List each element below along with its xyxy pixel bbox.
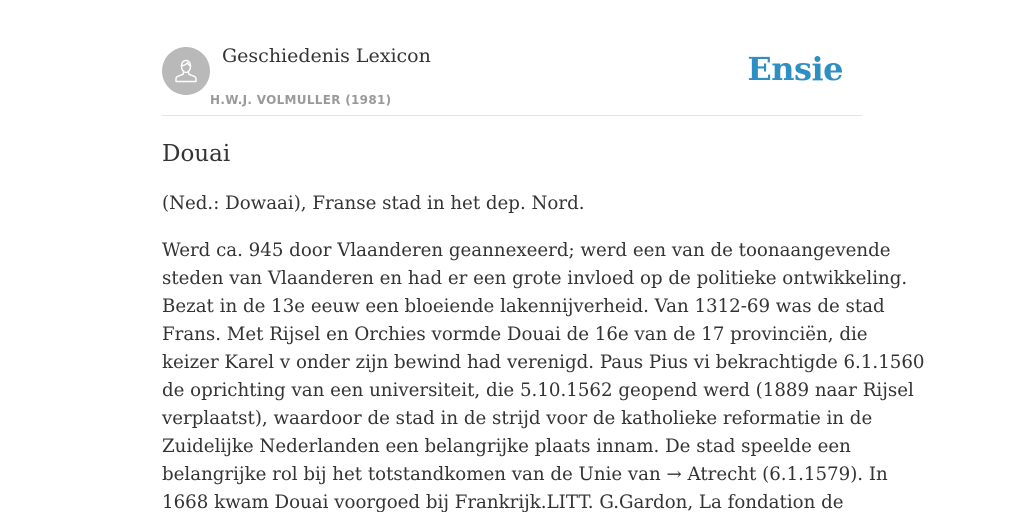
source-author: H.W.J. VOLMULLER (1981) [210,93,392,107]
article-body [162,237,925,512]
body-line: keizer Karel v onder zijn bewind had verenigd. Paus Pius vi bekrachtigde 6.1.1560 [162,352,925,373]
article-title: Douai [162,141,231,167]
body-line: steden van Vlaanderen en had er een grote invloed op de politieke ontwikkeling. [162,268,908,289]
source-title[interactable]: Geschiedenis Lexicon [222,45,431,67]
article-lead: (Ned.: Dowaai), Franse stad in het dep. Nord. [162,193,585,214]
article [162,138,925,512]
body-line-atrecht-link[interactable]: belangrijke rol bij het totstandkomen van de Unie van → Atrecht (6.1.1579). In [162,464,888,485]
author-avatar[interactable] [162,47,210,95]
ensie-logo[interactable]: Ensie [747,50,843,88]
body-line: Zuidelijke Nederlanden een belangrijke plaats innam. De stad speelde een [162,436,851,457]
body-line: Bezat in de 13e eeuw een bloeiende lakennijverheid. Van 1312-69 was de stad [162,296,885,317]
body-line: verplaatst), waardoor de stad in de strijd voor de katholieke reformatie in de [162,408,873,429]
header [162,0,862,116]
body-line: Frans. Met Rijsel en Orchies vormde Douai de 16e van de 17 provinciën, die [162,324,868,345]
body-line: 1668 kwam Douai voorgoed bij Frankrijk.LITT. G.Gardon, La fondation de [162,492,844,512]
body-line: de oprichting van een universiteit, die 5.10.1562 geopend werd (1889 naar Rijsel [162,380,914,401]
body-line: Werd ca. 945 door Vlaanderen geannexeerd; werd een van de toonaangevende [162,240,891,261]
user-silhouette-icon [171,56,201,86]
